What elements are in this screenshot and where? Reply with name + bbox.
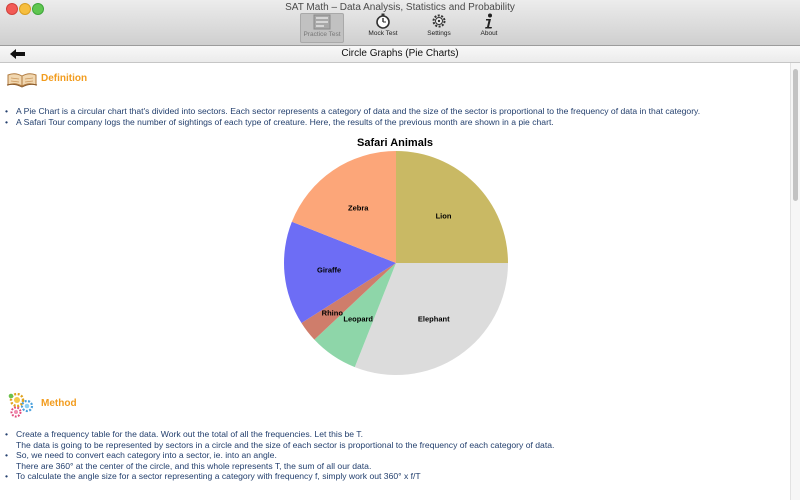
method-step-3-line-1: • To calculate the angle size for a sector representing a category with frequency f, simply work out 360° x f/T bbox=[16, 471, 421, 482]
pie-slice-lion bbox=[396, 151, 508, 263]
gear-icon bbox=[429, 13, 449, 29]
method-title: Method bbox=[41, 398, 77, 409]
practice-test-label: Practice Test bbox=[303, 31, 341, 38]
scrollbar-thumb[interactable] bbox=[793, 69, 798, 201]
mock-test-button[interactable] bbox=[361, 13, 405, 43]
settings-label: Settings bbox=[427, 30, 451, 37]
pie-label-giraffe: Giraffe bbox=[317, 265, 342, 275]
settings-button[interactable] bbox=[417, 13, 461, 43]
practice-test-icon bbox=[313, 14, 331, 30]
pie-label-lion: Lion bbox=[435, 211, 452, 221]
pie-chart bbox=[0, 63, 790, 383]
chart-title: Safari Animals bbox=[356, 137, 433, 149]
vertical-scrollbar[interactable] bbox=[790, 63, 800, 500]
stopwatch-icon bbox=[374, 13, 392, 29]
about-label: About bbox=[480, 30, 498, 37]
pie-label-elephant: Elephant bbox=[417, 314, 450, 324]
method-list bbox=[5, 429, 785, 482]
practice-test-button[interactable] bbox=[300, 13, 344, 43]
pie-label-leopard: Leopard bbox=[343, 314, 374, 324]
title-bar bbox=[0, 0, 800, 46]
list-item bbox=[5, 471, 785, 482]
method-header bbox=[6, 391, 126, 413]
navigation-bar bbox=[0, 46, 800, 63]
definition-title: Definition bbox=[41, 73, 88, 84]
gears-icon bbox=[6, 391, 38, 419]
pie-label-zebra: Zebra bbox=[348, 203, 369, 213]
pie-label-rhino: Rhino bbox=[321, 308, 343, 318]
list-item: • A Safari Tour company logs the number of sightings of each type of creature. Here, the results of the previous month are shown in a pie chart. bbox=[5, 117, 785, 128]
list-item: • A Pie Chart is a circular chart that's divided into sectors. Each sector represents a category of data and the size of the sector is proportional to the frequency of data in that category. bbox=[5, 106, 785, 117]
window-title: SAT Math – Data Analysis, Statistics and Probability bbox=[285, 2, 515, 13]
about-button[interactable] bbox=[467, 13, 511, 43]
method-step-1-line-2: The data is going to be represented by sectors in a circle and the size of each sector is proportional to the frequency of each category of data. bbox=[16, 439, 555, 450]
info-icon bbox=[481, 13, 497, 29]
method-step-1-line-1: • Create a frequency table for the data. Work out the total of all the frequencies. Let this be T. bbox=[16, 429, 363, 439]
mock-test-label: Mock Test bbox=[368, 30, 398, 37]
content-area bbox=[0, 63, 790, 500]
method-step-2-line-2: There are 360° at the center of the circle, and this whole represents T, the sum of all our data. bbox=[16, 460, 372, 471]
page-title: Circle Graphs (Pie Charts) bbox=[341, 48, 459, 59]
method-step-2-line-1: • So, we need to convert each category into a sector, ie. into an angle. bbox=[16, 450, 277, 461]
list-item bbox=[5, 429, 785, 450]
list-item bbox=[5, 450, 785, 471]
